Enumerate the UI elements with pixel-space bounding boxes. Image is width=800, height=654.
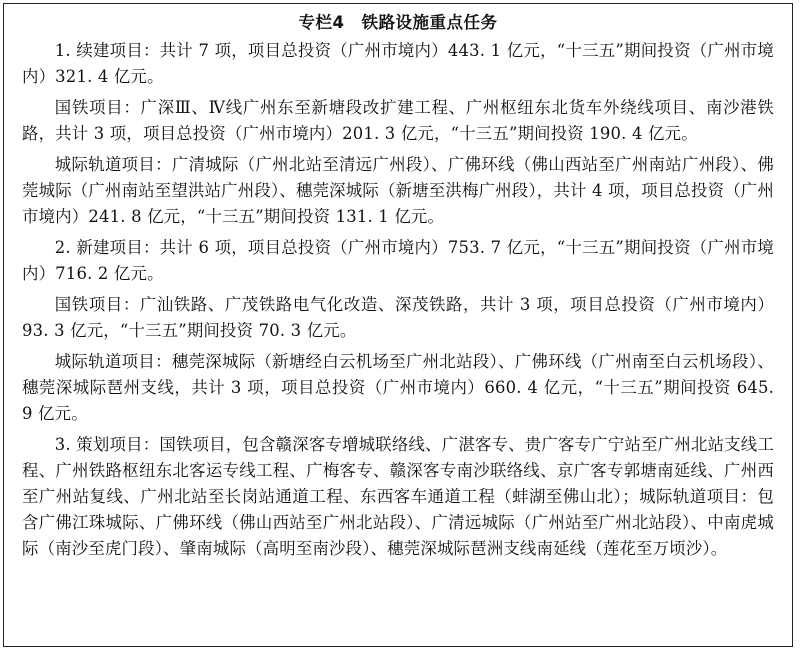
paragraph-new-projects: 2. 新建项目：共计 6 项，项目总投资（广州市境内）753. 7 亿元，“十三五”期间投资（广州市境内）716. 2 亿元。 — [22, 238, 774, 283]
paragraph-continuing-intercity: 城际轨道项目：广清城际（广州北站至清远广州段）、广佛环线（佛山西站至广州南站广州段）、佛莞城际（广州南站至望洪站广州段）、穗莞深城际（新塘至洪梅广州段），共计 4 项，项目总投资（广州市境内）241. 8 亿元，“十三五”期间投资 131. 1 亿元。 — [22, 155, 774, 226]
paragraph-continuing-national-rail: 国铁项目：广深Ⅲ、Ⅳ线广州东至新塘段改扩建工程、广州枢纽东北货车外绕线项目、南沙港铁路，共计 3 项，项目总投资（广州市境内）201. 3 亿元，“十三五”期间投资 190. 4 亿元。 — [22, 98, 774, 143]
column-title: 专栏4 铁路设施重点任务 — [298, 13, 498, 32]
paragraph-new-national-rail: 国铁项目：广汕铁路、广茂铁路电气化改造、深茂铁路，共计 3 项，项目总投资（广州市境内）93. 3 亿元，“十三五”期间投资 70. 3 亿元。 — [22, 295, 774, 340]
paragraph-new-intercity: 城际轨道项目：穗莞深城际（新塘经白云机场至广州北站段）、广佛环线（广州南至白云机场段）、穗莞深城际琶州支线，共计 3 项，项目总投资（广州市境内）660. 4 亿元，“十三五”期间投资 645. 9 亿元。 — [22, 352, 774, 423]
paragraph-planned-projects: 3. 策划项目：国铁项目，包含赣深客专增城联络线、广湛客专、贵广客专广宁站至广州北站支线工程、广州铁路枢纽东北客运专线工程、广梅客专、赣深客专南沙联络线、京广客专郭塘南延线、广州西至广州站复线、广州北站至长岗站通道工程、东西客车通道工程（蚌湖至佛山北）；城际轨道项目：包含广佛江珠城际、广佛环线（佛山西站至广州北站段）、广清远城际（广州站至广州北站段）、中南虎城际（南沙至虎门段）、肇南城际（高明至南沙段）、穗莞深城际琶洲支线南延线（莲花至万顷沙）。 — [22, 435, 774, 558]
column-box — [3, 3, 793, 647]
paragraph-continuing-projects: 1. 续建项目：共计 7 项，项目总投资（广州市境内）443. 1 亿元，“十三五”期间投资（广州市境内）321. 4 亿元。 — [22, 41, 774, 86]
